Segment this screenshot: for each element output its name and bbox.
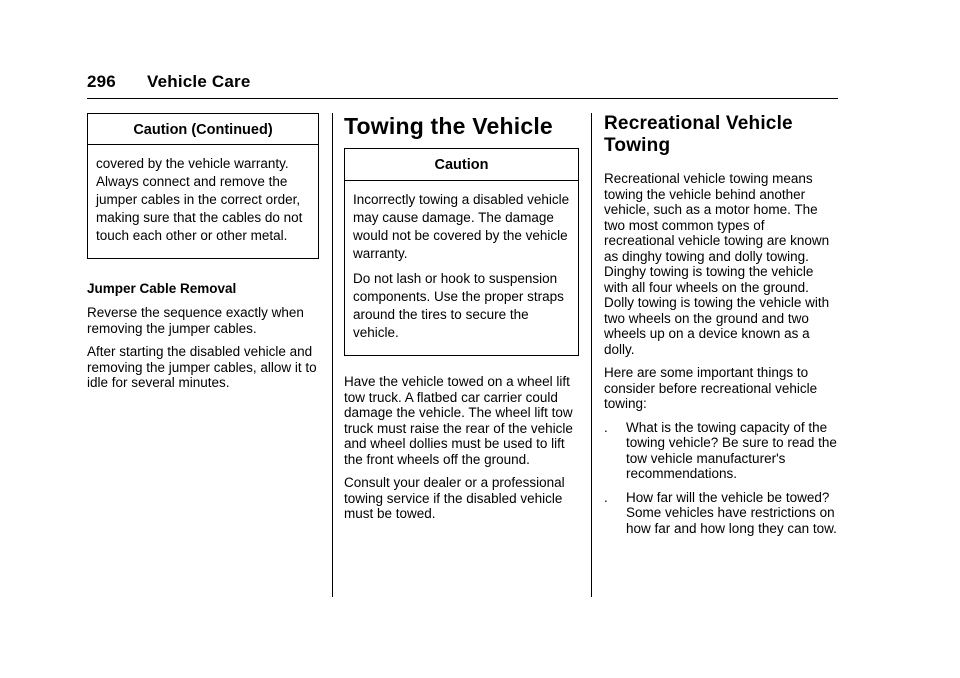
paragraph: Here are some important things to consider before recreational vehicle towing: (604, 365, 818, 411)
paragraph: Recreational vehicle towing means towing the vehicle behind another vehicle, such as a motor home. The two most common types of recreational vehicle towing are known as dinghy towing and dolly towing. Dinghy towing is towing the vehicle with all four wheels on the ground. Dolly towing is towing the vehicle with two wheels on the ground and two wheels up on a device known as a dolly. (604, 171, 830, 357)
bullet-mark: . (604, 419, 608, 435)
caution-continued-title: Caution (Continued) (88, 114, 318, 145)
page-header (87, 72, 838, 100)
caution-paragraph: Do not lash or hook to suspension components. Use the proper straps around the tires to secure the vehicle. (353, 271, 564, 340)
paragraph: Consult your dealer or a professional towing service if the disabled vehicle must be towed. (344, 475, 565, 521)
caution-continued-text: covered by the vehicle warranty. Always connect and remove the jumper cables in the correct order, making sure that the cables do not touch each other or other metal. (96, 156, 303, 243)
caution-continued-box (87, 113, 319, 259)
caution-body (345, 181, 578, 355)
page-number: 296 (87, 72, 116, 91)
recreational-towing-heading (604, 113, 838, 157)
heading-line: Towing (604, 135, 671, 156)
list-item (604, 490, 838, 537)
column-right (604, 113, 838, 544)
column-middle (344, 113, 579, 530)
list-item (604, 420, 838, 482)
column-left (87, 113, 319, 399)
paragraph: Reverse the sequence exactly when removing the jumper cables. (87, 305, 304, 336)
caution-title: Caution (345, 149, 578, 181)
bullet-mark: . (604, 489, 608, 505)
caution-paragraph: Incorrectly towing a disabled vehicle may cause damage. The damage would not be covered by the vehicle warranty. (353, 192, 570, 261)
caution-continued-body (88, 145, 318, 258)
jumper-cable-removal-heading: Jumper Cable Removal (87, 281, 237, 296)
list-item-text: What is the towing capacity of the towing vehicle? Be sure to read the tow vehicle manufacturer's recommendations. (626, 419, 837, 481)
paragraph: After starting the disabled vehicle and removing the jumper cables, allow it to idle for several minutes. (87, 344, 317, 390)
caution-box (344, 148, 579, 356)
list-item-text: How far will the vehicle be towed? Some vehicles have restrictions on how far and how long they can tow. (626, 489, 837, 536)
header-rule (87, 98, 838, 99)
section-title: Vehicle Care (147, 72, 251, 91)
bullet-list (604, 420, 838, 537)
paragraph: Have the vehicle towed on a wheel lift tow truck. A flatbed car carrier could damage the vehicle. The wheel lift tow truck must raise the rear of the vehicle and wheel dollies must be used to lift the front wheels off the ground. (344, 374, 573, 467)
heading-line: Recreational Vehicle (604, 113, 793, 134)
column-divider-2 (591, 113, 592, 597)
towing-vehicle-heading: Towing the Vehicle (344, 113, 553, 139)
column-divider-1 (332, 113, 333, 597)
